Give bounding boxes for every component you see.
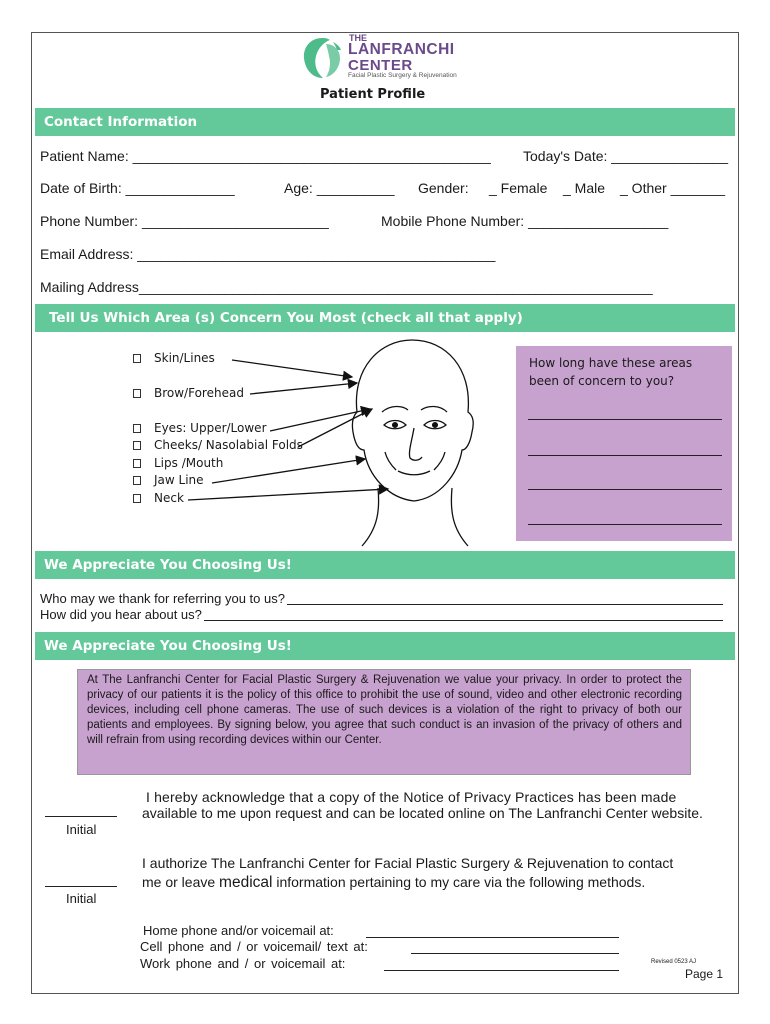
gender-other-option[interactable]: _ Other _______ bbox=[620, 180, 726, 196]
gender-female-option[interactable]: _ Female bbox=[489, 180, 548, 196]
referral-question-1: Who may we thank for referring you to us? bbox=[40, 591, 285, 606]
patient-name-field[interactable]: Patient Name: ______________________________________________ bbox=[40, 148, 491, 164]
area-label-cheeks: Cheeks/ Nasolabial Folds bbox=[154, 438, 303, 452]
mobile-phone-field[interactable]: Mobile Phone Number: __________________ bbox=[381, 213, 669, 229]
cell-phone-line[interactable] bbox=[411, 953, 619, 954]
initial-line-1[interactable] bbox=[45, 816, 117, 817]
area-label-skin-lines: Skin/Lines bbox=[154, 351, 215, 365]
gender-label: Gender: bbox=[418, 180, 469, 196]
ack2-line1: I authorize The Lanfranchi Center for Facial Plastic Surgery & Rejuvenation to contact bbox=[142, 855, 674, 871]
ack2-line2-medical: medical bbox=[219, 874, 273, 891]
revised-note: Revised 0523 AJ bbox=[651, 959, 697, 965]
ack2-line2 bbox=[142, 874, 645, 892]
checkbox-brow-forehead[interactable] bbox=[133, 389, 141, 398]
ack1-line2: available to me upon request and can be located online on The Lanfranchi Center website. bbox=[142, 805, 703, 821]
section-header-contact: Contact Information bbox=[35, 108, 735, 136]
home-phone-label: Home phone and/or voicemail at: bbox=[143, 923, 334, 938]
checkbox-jaw-line[interactable] bbox=[133, 476, 141, 485]
date-of-birth-field[interactable]: Date of Birth: ______________ bbox=[40, 180, 235, 196]
privacy-notice: At The Lanfranchi Center for Facial Plastic Surgery & Rejuvenation we value your privacy. In order to protect the privacy of our patients it is the policy of this office to prohibit the use of sound, video and other electronic recording devices, including cell phone cameras. The use of such devices is a violation of the right to privacy of both our patients and employees. By signing below, you agree that such conduct is an invasion of the privacy of others and will refrain from using recording devices within our Center. bbox=[77, 669, 691, 775]
page-number: Page 1 bbox=[685, 967, 724, 981]
age-field[interactable]: Age: __________ bbox=[284, 180, 395, 196]
checkbox-eyes[interactable] bbox=[133, 424, 141, 433]
mailing-address-field[interactable]: Mailing Address__________________________________________________________________ bbox=[40, 279, 653, 295]
section-header-referral: We Appreciate You Choosing Us! bbox=[35, 551, 735, 579]
gender-male-option[interactable]: _ Male bbox=[563, 180, 606, 196]
logo-tagline: Facial Plastic Surgery & Rejuvenation bbox=[348, 72, 457, 79]
work-phone-label: Work phone and / or voicemail at: bbox=[140, 956, 346, 971]
checkbox-cheeks[interactable] bbox=[133, 441, 141, 450]
ack2-line2-a: me or leave bbox=[142, 874, 220, 890]
referral-answer-2[interactable] bbox=[204, 620, 723, 621]
logo-name-line1: LANFRANCHI bbox=[348, 41, 455, 58]
face-diagram-icon bbox=[180, 338, 500, 550]
logo-the: THE bbox=[349, 33, 367, 43]
phone-number-field[interactable]: Phone Number: ________________________ bbox=[40, 213, 329, 229]
area-label-neck: Neck bbox=[154, 491, 184, 505]
logo-face-icon bbox=[300, 36, 346, 80]
ack1-line1: I hereby acknowledge that a copy of the Notice of Privacy Practices has been made bbox=[146, 789, 677, 805]
logo-name-line2: CENTER bbox=[348, 57, 413, 74]
initial-label-1: Initial bbox=[66, 822, 97, 837]
initial-label-2: Initial bbox=[66, 891, 97, 906]
initial-line-2[interactable] bbox=[45, 886, 117, 887]
area-label-brow-forehead: Brow/Forehead bbox=[154, 386, 244, 400]
checkbox-skin-lines[interactable] bbox=[133, 354, 141, 363]
area-label-lips-mouth: Lips /Mouth bbox=[154, 456, 224, 470]
concern-duration-line-1[interactable] bbox=[528, 419, 722, 420]
email-address-field[interactable]: Email Address: ______________________________________________ bbox=[40, 246, 496, 262]
checkbox-neck[interactable] bbox=[133, 494, 141, 503]
work-phone-line[interactable] bbox=[384, 970, 619, 971]
concern-duration-line-3[interactable] bbox=[528, 489, 722, 490]
area-label-jaw-line: Jaw Line bbox=[154, 473, 204, 487]
concern-duration-line-4[interactable] bbox=[528, 524, 722, 525]
form-title: Patient Profile bbox=[320, 87, 426, 102]
cell-phone-label: Cell phone and / or voicemail/ text at: bbox=[140, 939, 368, 954]
section-header-concern: Tell Us Which Area (s) Concern You Most (check all that apply) bbox=[35, 304, 735, 332]
checkbox-lips-mouth[interactable] bbox=[133, 459, 141, 468]
referral-question-2: How did you hear about us? bbox=[40, 607, 202, 622]
concern-duration-question: How long have these areas been of concern to you? bbox=[529, 356, 693, 388]
todays-date-field[interactable]: Today's Date: _______________ bbox=[523, 148, 729, 164]
referral-answer-1[interactable] bbox=[287, 604, 723, 605]
home-phone-line[interactable] bbox=[366, 937, 619, 938]
ack2-line2-c: information pertaining to my care via the following methods. bbox=[272, 874, 646, 890]
area-label-eyes: Eyes: Upper/Lower bbox=[154, 421, 267, 435]
section-header-privacy: We Appreciate You Choosing Us! bbox=[35, 632, 735, 660]
concern-duration-line-2[interactable] bbox=[528, 455, 722, 456]
